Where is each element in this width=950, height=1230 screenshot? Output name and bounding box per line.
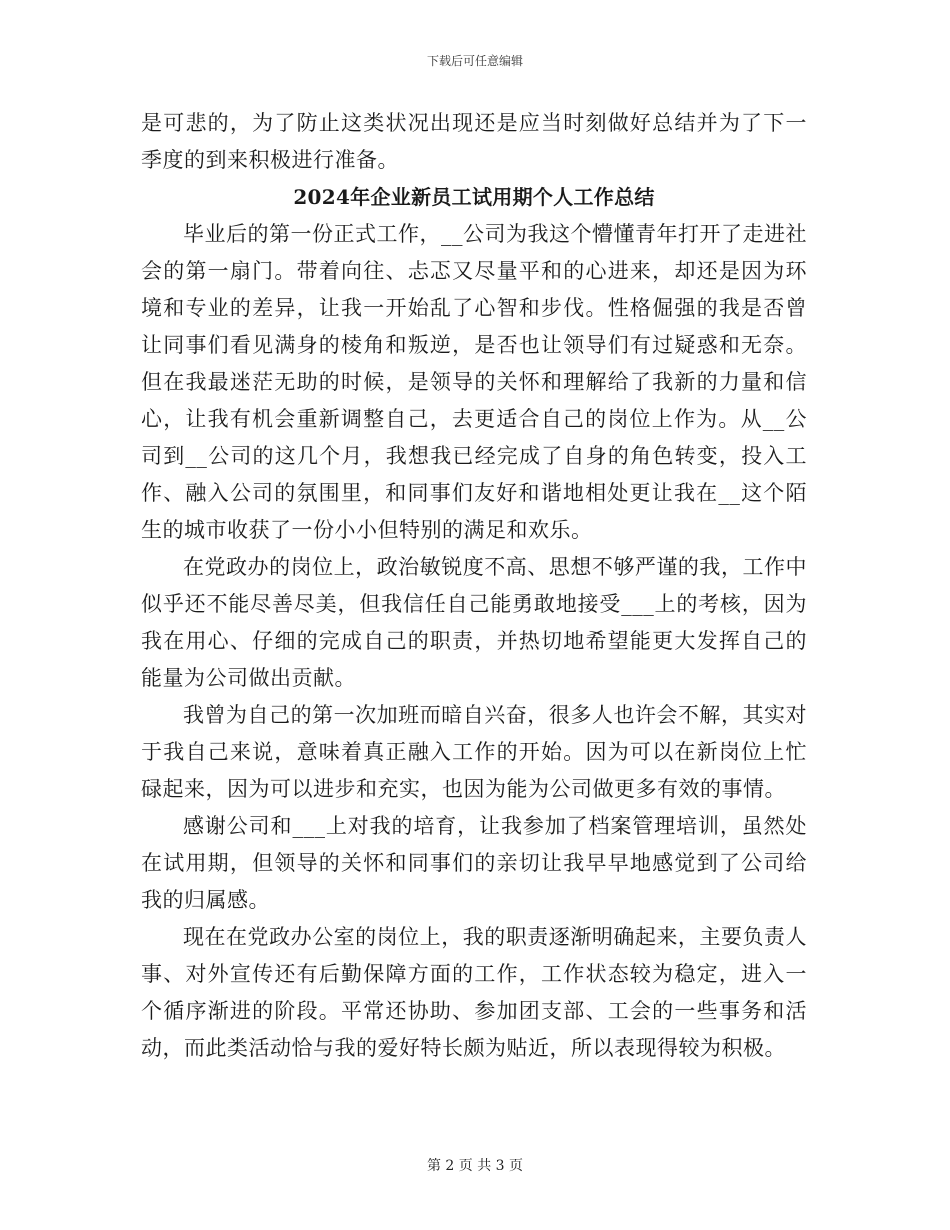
document-body [141, 105, 807, 1067]
body-paragraph: 感谢公司和___上对我的培育，让我参加了档案管理培训，虽然处在试用期，但领导的关怀和同事们的亲切让我早早地感觉到了公司给我的归属感。 [141, 814, 807, 912]
body-paragraph: 在党政办的岗位上，政治敏锐度不高、思想不够严谨的我，工作中似乎还不能尽善尽美，但我信任自己能勇敢地接受___上的考核，因为我在用心、仔细的完成自己的职责，并热切地希望能更大发挥自己的能量为公司做出贡献。 [141, 555, 807, 690]
intro-paragraph: 是可悲的，为了防止这类状况出现还是应当时刻做好总结并为了下一季度的到来积极进行准备。 [141, 111, 807, 172]
body-paragraph: 我曾为自己的第一次加班而暗自兴奋，很多人也许会不解，其实对于我自己来说，意味着真正融入工作的开始。因为可以在新岗位上忙碌起来，因为可以进步和充实，也因为能为公司做更多有效的事情。 [141, 703, 807, 801]
body-paragraph: 现在在党政办公室的岗位上，我的职责逐渐明确起来，主要负责人事、对外宣传还有后勤保障方面的工作，工作状态较为稳定，进入一个循序渐进的阶段。平常还协助、参加团支部、工会的一些事务和活动，而此类活动恰与我的爱好特长颇为贴近，所以表现得较为积极。 [141, 925, 807, 1060]
page-footer: 第 2 页 共 3 页 [426, 1158, 524, 1174]
body-paragraph: 毕业后的第一份正式工作，__公司为我这个懵懂青年打开了走进社会的第一扇门。带着向往、忐忑又尽量平和的心进来，却还是因为环境和专业的差异，让我一开始乱了心智和步伐。性格倔强的我是否曾让同事们看见满身的棱角和叛逆，是否也让领导们有过疑惑和无奈。但在我最迷茫无助的时候，是领导的关怀和理解给了我新的力量和信心，让我有机会重新调整自己，去更适合自己的岗位上作为。从__公司到__公司的这几个月，我想我已经完成了自身的角色转变，投入工作、融入公司的氛围里，和同事们友好和谐地相处更让我在__这个陌生的城市收获了一份小小但特别的满足和欢乐。 [141, 222, 807, 542]
page-header: 下载后可任意编辑 [426, 54, 523, 68]
document-title: 2024年企业新员工试用期个人工作总结 [293, 185, 655, 209]
